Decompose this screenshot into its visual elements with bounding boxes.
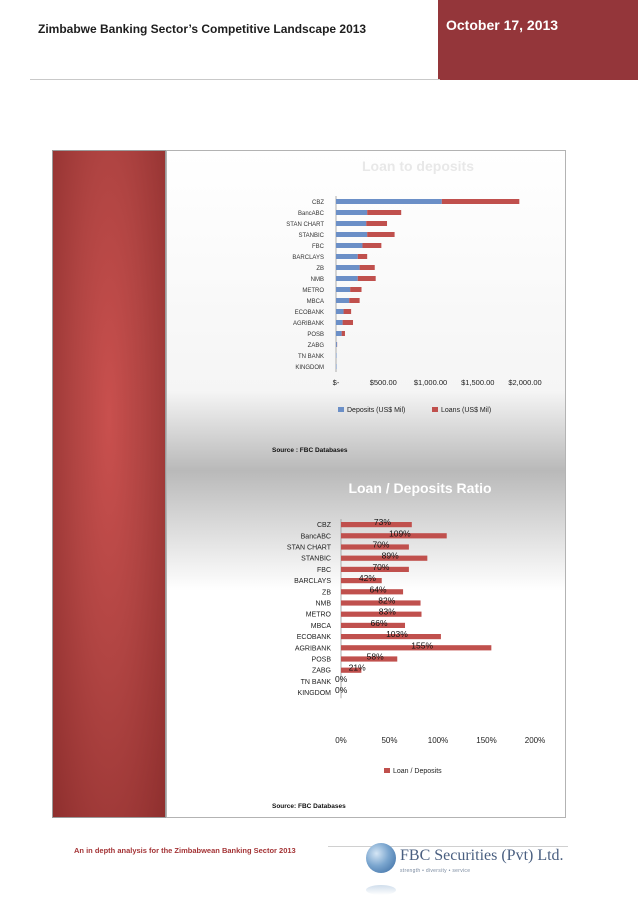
chart1-legend-deposits-swatch	[338, 407, 344, 412]
chart2-x-tick-label: 100%	[427, 736, 449, 745]
chart2-category-label: METRO	[305, 611, 331, 619]
chart1-x-tick-label: $500.00	[369, 378, 397, 387]
chart1-loan-bar	[362, 243, 381, 248]
chart2-data-label: 89%	[381, 550, 399, 561]
company-tagline: strength • diversity • service	[400, 868, 471, 874]
page-title: Zimbabwe Banking Sector’s Competitive Landscape 2013	[38, 22, 367, 36]
chart1-deposit-bar	[336, 221, 366, 226]
chart1-deposit-bar	[336, 243, 362, 248]
chart2-category-label: MBCA	[310, 622, 331, 630]
chart1-source: Source : FBC Databases	[272, 447, 348, 454]
chart2-data-label: 0%	[335, 673, 348, 684]
chart1-legend-loans-swatch	[432, 407, 438, 412]
chart1-category-label: ECOBANK	[294, 310, 324, 316]
chart1-category-label: STAN CHART	[286, 222, 324, 228]
chart2-data-label: 70%	[372, 561, 390, 572]
chart1-category-label: KINGDOM	[295, 365, 324, 371]
globe-logo-icon	[366, 843, 396, 873]
chart1-deposit-bar	[336, 199, 442, 204]
chart1-deposit-bar	[336, 331, 342, 336]
chart1-deposit-bar	[336, 342, 337, 347]
chart1-deposit-bar	[336, 265, 360, 270]
chart2-data-label: 82%	[378, 595, 396, 606]
chart1-deposit-bar	[336, 364, 337, 369]
chart2-category-label: NMB	[315, 600, 331, 608]
chart2-category-label: CBZ	[317, 522, 331, 530]
chart1-category-label: CBZ	[312, 200, 324, 206]
chart2-category-label: TN BANK	[300, 678, 331, 686]
chart2-data-label: 42%	[358, 573, 376, 584]
chart1-title: Loan to deposits	[362, 158, 474, 174]
footer-caption: An in depth analysis for the Zimbabwean Banking Sector 2013	[74, 846, 296, 855]
chart1-category-label: NMB	[310, 277, 324, 283]
chart2-category-label: KINGDOM	[297, 690, 331, 698]
chart1-category-label: FBC	[312, 244, 324, 250]
chart1-loan-bar	[342, 331, 345, 336]
chart1-loan-bar	[349, 298, 359, 303]
chart2-data-label: 155%	[411, 640, 434, 651]
chart1-deposit-bar	[336, 287, 350, 292]
chart2-data-label: 70%	[372, 539, 390, 550]
chart1-category-label: TN BANK	[297, 354, 324, 360]
chart1-deposit-bar	[336, 353, 337, 358]
chart1-loan-bar	[358, 276, 376, 281]
chart1-x-tick-label: $-	[332, 378, 340, 387]
chart2-data-label: 66%	[370, 617, 388, 628]
chart1-deposit-bar	[336, 320, 343, 325]
chart1-category-label: POSB	[307, 332, 324, 338]
company-logo-name: FBC Securities (Pvt) Ltd.	[400, 847, 564, 864]
chart1-category-label: MBCA	[306, 299, 324, 305]
chart2-category-label: STAN CHART	[286, 544, 331, 552]
chart1-loan-bar	[358, 254, 367, 259]
chart2-data-label: 21%	[348, 662, 366, 673]
chart1-x-tick-label: $2,000.00	[508, 378, 542, 387]
chart1-category-label: BARCLAYS	[292, 255, 324, 261]
chart1-deposit-bar	[336, 254, 358, 259]
chart2-category-label: AGRIBANK	[294, 645, 331, 653]
chart2-title: Loan / Deposits Ratio	[348, 480, 492, 496]
chart1-category-label: METRO	[302, 288, 324, 294]
chart1-x-tick-label: $1,500.00	[461, 378, 495, 387]
chart2-category-label: STANBIC	[301, 555, 331, 563]
chart2-category-label: ZABG	[311, 667, 331, 675]
chart1-category-label: BancABC	[297, 211, 324, 217]
chart1-loan-bar	[366, 221, 387, 226]
chart1-x-tick-label: $1,000.00	[413, 378, 448, 387]
chart2-data-label: 73%	[373, 517, 391, 528]
chart1-loan-bar	[344, 309, 352, 314]
chart2-data-label: 103%	[386, 629, 408, 640]
chart2-legend-label: Loan / Deposits	[393, 768, 442, 775]
chart2-data-label: 0%	[335, 685, 348, 696]
logo-reflection	[366, 885, 396, 895]
chart1-deposit-bar	[336, 298, 349, 303]
chart2-x-tick-label: 150%	[476, 736, 497, 745]
chart2-source: Source: FBC Databases	[272, 803, 346, 810]
chart1-deposit-bar	[336, 210, 367, 215]
chart2-category-label: BancABC	[300, 533, 331, 541]
chart2-data-label: 58%	[366, 651, 384, 662]
chart1-loan-bar	[343, 320, 353, 325]
chart1-loan-bar	[350, 287, 361, 292]
chart1-legend-deposits-label: Deposits (US$ Mil)	[347, 407, 406, 414]
chart1-loan-bar	[367, 210, 401, 215]
chart1-deposit-bar	[336, 309, 344, 314]
chart2-category-label: ZB	[322, 589, 331, 597]
chart2-legend-swatch	[384, 768, 390, 773]
chart2-category-label: BARCLAYS	[294, 578, 331, 586]
chart1-loan-bar	[360, 265, 375, 270]
chart1-loan-bar	[442, 199, 519, 204]
chart2-x-tick-label: 0%	[335, 736, 347, 745]
chart1-deposit-bar	[336, 232, 367, 237]
chart1-category-label: ZABG	[307, 343, 324, 349]
chart1-category-label: ZB	[316, 266, 324, 272]
chart1-legend-loans-label: Loans (US$ Mil)	[441, 407, 492, 414]
chart2-category-label: POSB	[311, 656, 331, 664]
chart1-loan-bar	[367, 232, 394, 237]
chart2-data-label: 83%	[378, 606, 396, 617]
chart1-deposit-bar	[336, 276, 358, 281]
chart2-data-label: 109%	[388, 528, 411, 539]
chart2-data-label: 64%	[369, 584, 387, 595]
report-date: October 17, 2013	[446, 17, 559, 33]
chart1-category-label: AGRIBANK	[292, 321, 324, 327]
chart2-x-tick-label: 200%	[524, 736, 546, 745]
chart2-category-label: ECOBANK	[296, 634, 331, 642]
chart2-x-tick-label: 50%	[381, 736, 398, 745]
chart2-category-label: FBC	[317, 566, 331, 574]
chart1-category-label: STANBIC	[298, 233, 324, 239]
